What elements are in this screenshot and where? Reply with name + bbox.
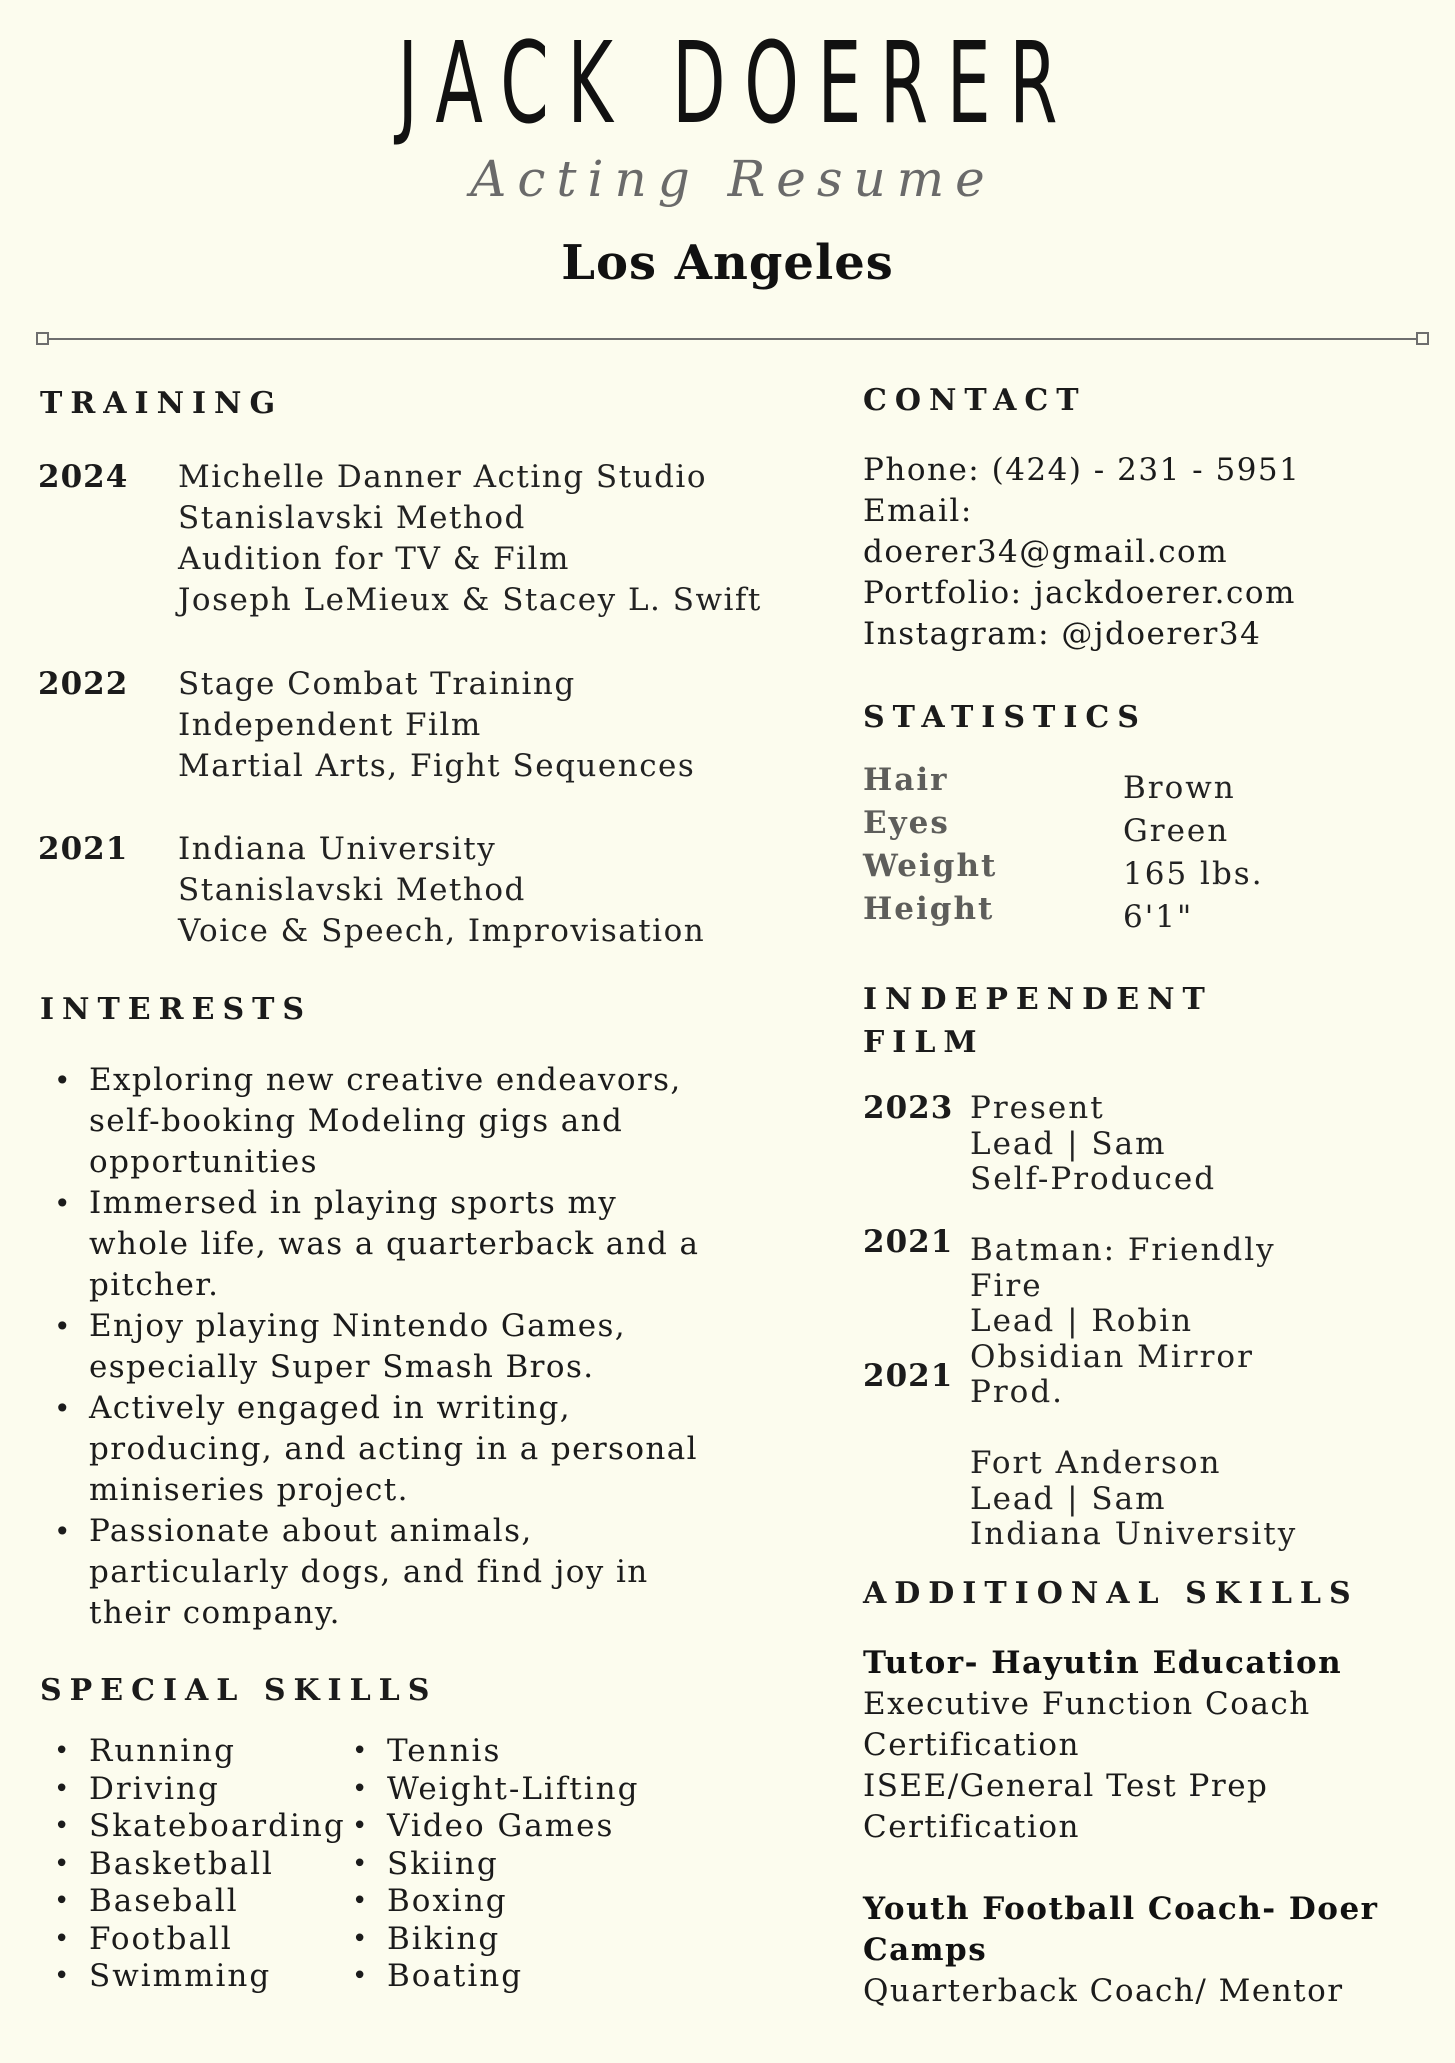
training-year: 2021 <box>38 831 129 867</box>
skill-group-line: ISEE/General Test Prep <box>863 1768 1269 1804</box>
interest-line: • Passionate about animals, <box>89 1513 533 1549</box>
contact-email-label: Email: <box>863 493 973 529</box>
spacer <box>863 1848 1433 1889</box>
statistics-table <box>863 762 1423 942</box>
interest-line: opportunities <box>89 1144 318 1180</box>
training-entry <box>178 829 705 952</box>
contact-phone: Phone: (424) - 231 - 5951 <box>863 452 1301 488</box>
contact-block <box>863 450 1423 655</box>
training-line: Martial Arts, Fight Sequences <box>178 748 696 784</box>
interest-line: their company. <box>89 1595 341 1631</box>
film-line: Fire <box>970 1267 1043 1304</box>
film-line: Batman: Friendly <box>970 1232 1276 1268</box>
interest-line: miniseries project. <box>89 1472 409 1508</box>
interest-line: especially Super Smash Bros. <box>89 1349 595 1385</box>
stat-label: Hair <box>863 762 949 798</box>
stat-label: Weight <box>863 848 998 884</box>
skill-group-title: Camps <box>863 1932 988 1968</box>
film-year: 2021 <box>863 1224 954 1260</box>
training-line: Audition for TV & Film <box>178 541 570 577</box>
contact-instagram: Instagram: @jdoerer34 <box>863 616 1262 652</box>
additional-skills-block <box>863 1643 1433 2012</box>
skill-item: • Boating <box>338 1958 678 1996</box>
independent-film-heading-line: INDEPENDENT <box>863 982 1213 1017</box>
interest-item <box>40 1183 740 1306</box>
stat-row <box>863 891 1363 934</box>
skill-item: • Swimming <box>40 1958 340 1996</box>
film-line: Fort Anderson <box>970 1445 1222 1481</box>
skill-group-line: Quarterback Coach/ Mentor <box>863 1973 1344 2009</box>
training-line: Stage Combat Training <box>178 666 576 702</box>
skill-group-title: Tutor- Hayutin Education <box>863 1645 1343 1681</box>
training-line: Michelle Danner Acting Studio <box>178 459 708 495</box>
interests-list <box>40 1060 740 1634</box>
training-heading: TRAINING <box>40 386 284 421</box>
film-line: Lead | Robin <box>970 1303 1194 1339</box>
film-line: Present <box>970 1090 1105 1126</box>
training-line: Voice & Speech, Improvisation <box>178 913 706 949</box>
film-line: Lead | Sam <box>970 1480 1167 1517</box>
divider-handle-right <box>1416 332 1429 345</box>
skill-item: • Baseball <box>40 1883 340 1921</box>
film-line: Lead | Sam <box>970 1125 1167 1162</box>
stat-label: Eyes <box>863 805 950 841</box>
stat-value: Brown <box>1123 770 1236 806</box>
stat-value: 6'1" <box>1123 899 1194 935</box>
skill-item: • Football <box>40 1921 340 1959</box>
statistics-heading: STATISTICS <box>863 700 1147 735</box>
skill-item: • Video Games <box>338 1808 678 1846</box>
training-year: 2024 <box>38 459 129 495</box>
film-year: 2023 <box>863 1090 954 1126</box>
training-line: Indiana University <box>178 831 497 867</box>
skill-group-line: Certification <box>863 1727 1080 1763</box>
independent-film-heading <box>863 978 1213 1064</box>
training-line: Joseph LeMieux & Stacey L. Swift <box>178 582 762 618</box>
divider-handle-left <box>36 332 49 345</box>
film-line: Prod. <box>970 1374 1065 1410</box>
interest-item <box>40 1511 740 1634</box>
stat-row <box>863 762 1363 805</box>
skill-item: • Skateboarding <box>40 1808 340 1846</box>
interest-line: • Enjoy playing Nintendo Games, <box>89 1308 627 1344</box>
skill-group-line: Executive Function Coach <box>863 1686 1311 1722</box>
film-line: Indiana University <box>970 1516 1298 1552</box>
resume-city: Los Angeles <box>561 235 894 291</box>
training-line: Independent Film <box>178 707 482 743</box>
film-entry <box>970 1233 1276 1411</box>
skill-item: • Boxing <box>338 1883 678 1921</box>
stat-row <box>863 848 1363 891</box>
skill-item: • Driving <box>40 1771 340 1809</box>
skill-item: • Weight-Lifting <box>338 1771 678 1809</box>
header-divider <box>40 338 1425 340</box>
resume-name: JACK DOERER <box>397 19 1077 149</box>
contact-portfolio: Portfolio: jackdoerer.com <box>863 575 1296 611</box>
training-line: Stanislavski Method <box>178 500 526 536</box>
contact-heading: CONTACT <box>863 383 1087 418</box>
special-skills-col-1 <box>40 1733 346 1996</box>
skill-item: • Tennis <box>338 1733 678 1771</box>
additional-skills-heading: ADDITIONAL SKILLS <box>863 1576 1359 1611</box>
skill-item: • Skiing <box>338 1846 678 1884</box>
film-entry <box>970 1446 1297 1553</box>
interest-item <box>40 1388 740 1511</box>
training-entry <box>178 664 695 787</box>
interest-line: • Exploring new creative endeavors, <box>89 1062 682 1098</box>
interest-line: whole life, was a quarterback and a <box>89 1226 700 1262</box>
interest-line: • Actively engaged in writing, <box>89 1390 572 1426</box>
skill-item: • Running <box>40 1733 340 1771</box>
resume-subtitle: Acting Resume <box>470 150 996 208</box>
skill-group-title: Youth Football Coach- Doer <box>863 1891 1379 1927</box>
stat-label: Height <box>863 891 995 927</box>
special-skills-heading: SPECIAL SKILLS <box>40 1673 438 1708</box>
interest-item <box>40 1306 740 1388</box>
skill-item: • Basketball <box>40 1846 340 1884</box>
interest-line: producing, and acting in a personal <box>89 1431 698 1467</box>
training-entry <box>178 457 762 621</box>
interest-line: • Immersed in playing sports my <box>89 1185 618 1221</box>
interests-heading: INTERESTS <box>40 992 313 1027</box>
film-entry <box>970 1091 1216 1198</box>
training-line: Stanislavski Method <box>178 872 526 908</box>
skill-item: • Biking <box>338 1921 678 1959</box>
training-year: 2022 <box>38 666 129 702</box>
film-year: 2021 <box>863 1358 954 1394</box>
skill-group-line: Certification <box>863 1809 1080 1845</box>
contact-email: doerer34@gmail.com <box>863 534 1229 570</box>
interest-line: particularly dogs, and find joy in <box>89 1554 649 1590</box>
film-line: Obsidian Mirror <box>970 1338 1254 1375</box>
stat-value: 165 lbs. <box>1123 856 1264 892</box>
film-line: Self-Produced <box>970 1161 1217 1197</box>
stat-row <box>863 805 1363 848</box>
stat-value: Green <box>1123 813 1230 849</box>
interest-line: pitcher. <box>89 1267 220 1303</box>
special-skills-col-2 <box>338 1733 678 1996</box>
independent-film-heading-line: FILM <box>863 1025 985 1060</box>
interest-line: self-booking Modeling gigs and <box>89 1103 624 1139</box>
interest-item <box>40 1060 740 1183</box>
